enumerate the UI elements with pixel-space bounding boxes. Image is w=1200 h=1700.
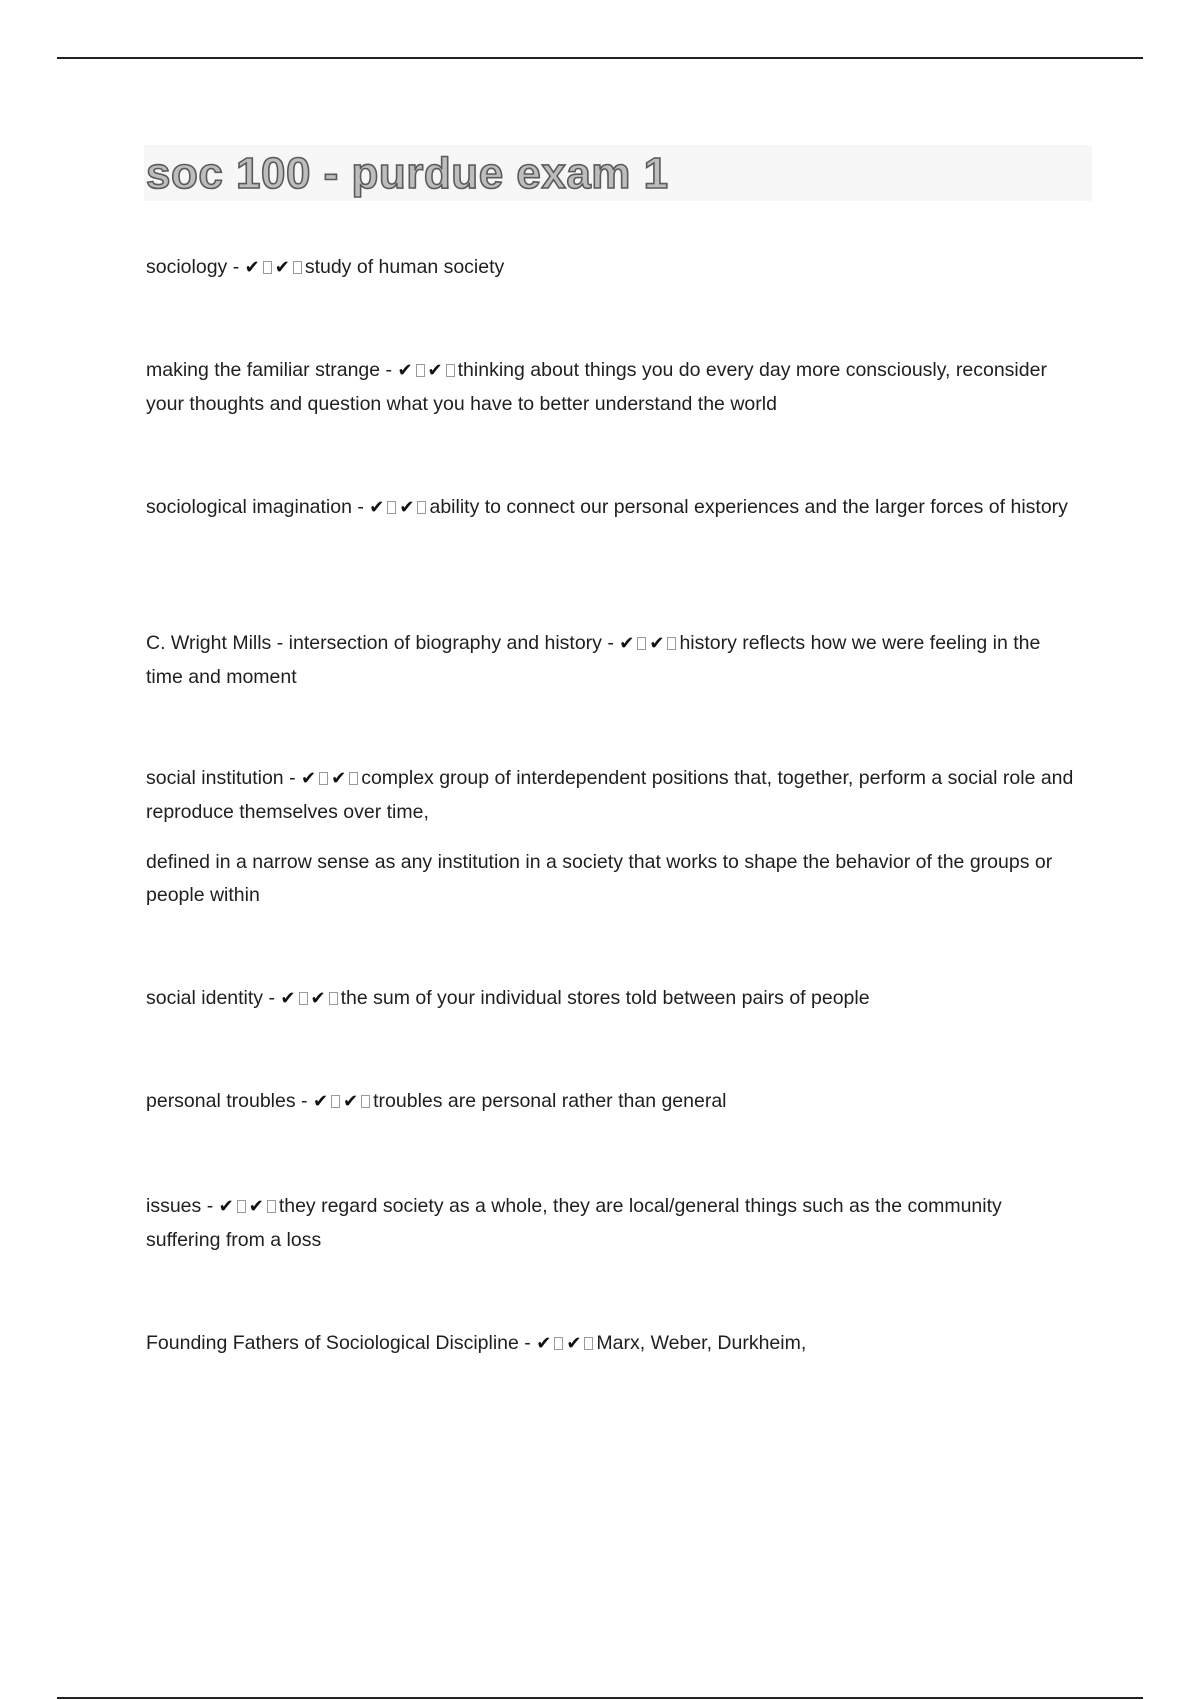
flashcard-entry (146, 627, 1076, 693)
entry-definition: the sum of your individual stores told between pairs of people (340, 987, 870, 1009)
entry-line (146, 354, 1076, 420)
entry-term: C. Wright Mills - intersection of biography and history (146, 632, 602, 654)
entry-separator: - (201, 1195, 219, 1217)
flashcard-entry (146, 762, 1076, 911)
checkbox-glyph-icon (416, 364, 425, 377)
check-mark-icon: ✔ (280, 988, 296, 1009)
entry-definition: complex group of interdependent positions that, together, perform a social role and reproduce themselves over time, (146, 767, 1074, 823)
check-mark-icon: ✔ (536, 1333, 552, 1354)
top-rule (57, 57, 1143, 59)
checkbox-glyph-icon (329, 992, 338, 1005)
check-mark-icon: ✔ (619, 633, 635, 654)
entry-term: Founding Fathers of Sociological Discipline (146, 1332, 519, 1354)
check-mark-icon: ✔ (331, 768, 347, 789)
entry-definition: Marx, Weber, Durkheim, (596, 1332, 807, 1354)
entry-definition: troubles are personal rather than general (373, 1090, 727, 1112)
entry-line (146, 627, 1076, 693)
flashcard-entry (146, 354, 1076, 420)
flashcard-entry (146, 491, 1076, 525)
checkbox-glyph-icon (417, 501, 426, 514)
entry-term: social institution (146, 767, 284, 789)
entry-definition: study of human society (304, 256, 505, 278)
check-mark-icon: ✔ (649, 633, 665, 654)
entry-term: sociological imagination (146, 496, 352, 518)
entry-separator: - (283, 767, 301, 789)
entry-line (146, 1190, 1076, 1256)
entry-separator: - (518, 1332, 537, 1354)
entry-term: sociology (146, 256, 228, 278)
check-mark-icon: ✔ (310, 988, 326, 1009)
check-mark-icon: ✔ (399, 497, 415, 518)
entry-separator: - (295, 1090, 313, 1112)
check-mark-icon: ✔ (427, 360, 443, 381)
entry-separator: - (351, 496, 370, 518)
entry-definition: thinking about things you do every day more consciously, reconsider your thoughts and question what you have to better understand the world (146, 359, 1047, 415)
checkbox-glyph-icon (293, 261, 302, 274)
entry-line (146, 491, 1076, 525)
check-mark-icon: ✔ (312, 1091, 329, 1112)
entry-continuation: defined in a narrow sense as any institution in a society that works to shape the behavior of the groups or people within (146, 851, 1053, 906)
checkbox-glyph-icon (263, 261, 272, 274)
checkbox-glyph-icon (349, 772, 358, 785)
entry-line (146, 1327, 1076, 1361)
flashcard-entry (146, 1327, 1076, 1361)
flashcard-entry (146, 1085, 1076, 1119)
checkbox-glyph-icon (446, 364, 455, 377)
entry-definition: they regard society as a whole, they are local/general things such as the community suffering from a loss (146, 1195, 1002, 1251)
flashcard-entry (146, 982, 1076, 1016)
entry-line (146, 762, 1076, 828)
check-mark-icon: ✔ (301, 768, 317, 789)
checkbox-glyph-icon (331, 1095, 340, 1108)
flashcard-entry (146, 251, 1076, 285)
check-mark-icon: ✔ (218, 1196, 234, 1217)
entry-separator: - (601, 632, 620, 654)
entry-term: making the familiar strange (146, 359, 381, 381)
checkbox-glyph-icon (584, 1337, 593, 1350)
checkbox-glyph-icon (237, 1200, 246, 1213)
checkbox-glyph-icon (361, 1095, 370, 1108)
entry-term: social identity (146, 987, 264, 1009)
entry-term: issues (146, 1195, 202, 1217)
checkbox-glyph-icon (299, 992, 308, 1005)
checkbox-glyph-icon (667, 637, 676, 650)
flashcard-entry (146, 1190, 1076, 1256)
checkbox-glyph-icon (554, 1337, 563, 1350)
entry-separator: - (227, 256, 245, 278)
check-mark-icon: ✔ (248, 1196, 264, 1217)
check-mark-icon: ✔ (244, 257, 260, 278)
entry-line (146, 251, 1076, 285)
checkbox-glyph-icon (387, 501, 396, 514)
entry-separator: - (263, 987, 281, 1009)
bottom-rule (57, 1697, 1143, 1699)
entry-line (146, 1085, 1076, 1119)
checkbox-glyph-icon (637, 637, 646, 650)
check-mark-icon: ✔ (397, 360, 413, 381)
document-title: soc 100 - purdue exam 1 (146, 149, 669, 198)
checkbox-glyph-icon (319, 772, 328, 785)
checkbox-glyph-icon (267, 1200, 276, 1213)
check-mark-icon: ✔ (566, 1333, 582, 1354)
entry-term: personal troubles (146, 1090, 296, 1112)
check-mark-icon: ✔ (274, 257, 290, 278)
check-mark-icon: ✔ (369, 497, 385, 518)
check-mark-icon: ✔ (343, 1091, 359, 1112)
entry-definition: ability to connect our personal experiences and the larger forces of history (429, 496, 1068, 518)
entry-line (146, 982, 1076, 1016)
entry-definition: history reflects how we were feeling in the time and moment (146, 632, 1041, 688)
entry-separator: - (380, 359, 398, 381)
